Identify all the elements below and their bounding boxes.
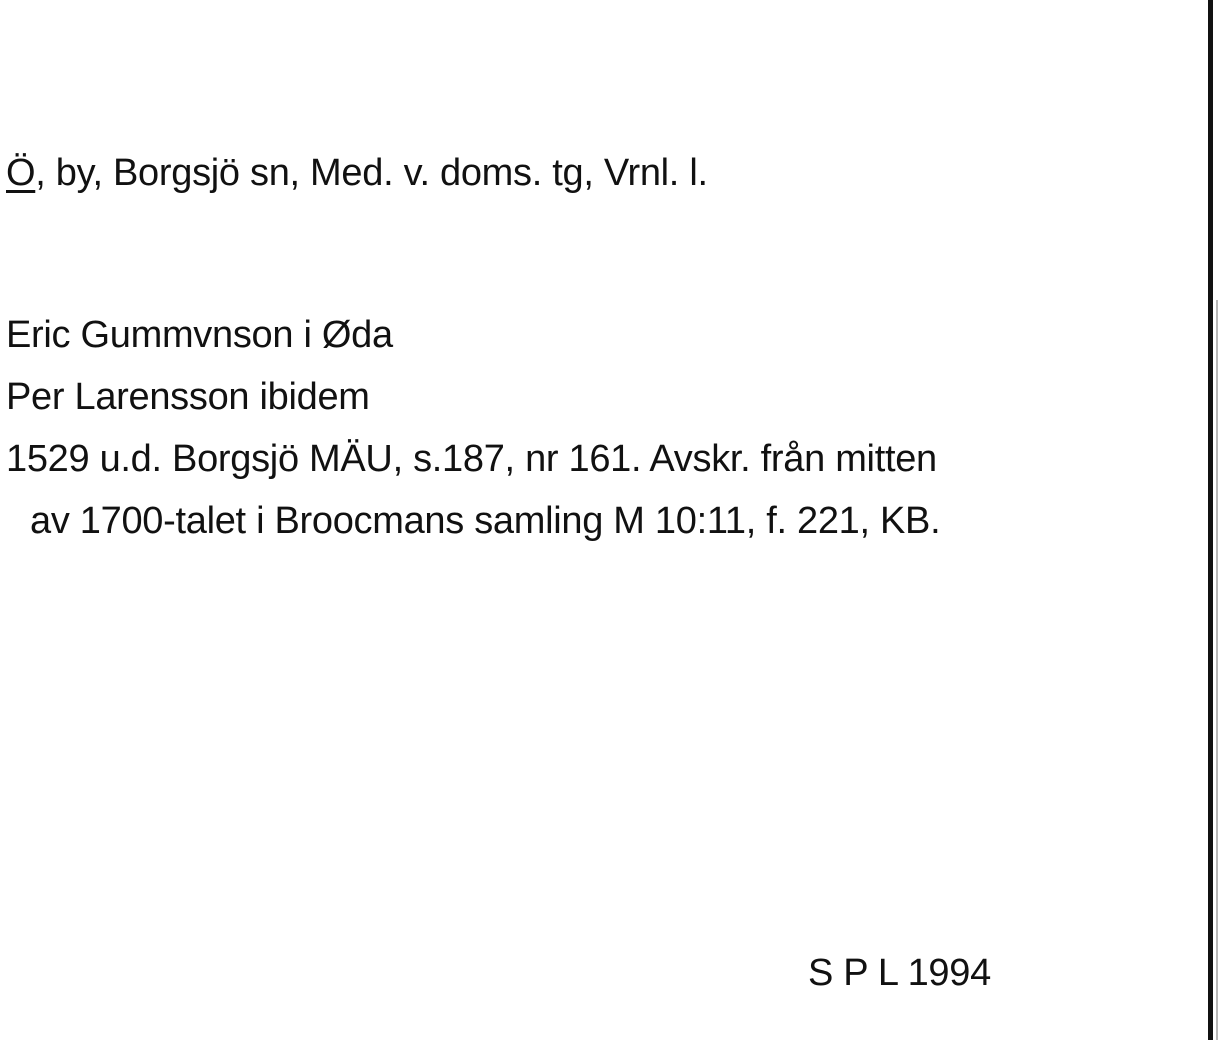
card-right-edge bbox=[1208, 0, 1213, 1040]
source-line-1: 1529 u.d. Borgsjö MÄU, s.187, nr 161. Avskr. från mitten bbox=[6, 438, 937, 480]
signature: S P L 1994 bbox=[808, 952, 991, 994]
heading-description: , by, Borgsjö sn, Med. v. doms. tg, Vrnl. l. bbox=[35, 152, 708, 194]
headword: Ö bbox=[6, 152, 36, 194]
person-line-2: Per Larensson ibidem bbox=[6, 376, 370, 418]
person-line-1: Eric Gummvnson i Øda bbox=[6, 314, 393, 356]
card-right-edge-shadow bbox=[1216, 300, 1218, 1040]
card-heading bbox=[6, 150, 708, 196]
source-line-2: av 1700-talet i Broocmans samling M 10:11, f. 221, KB. bbox=[30, 500, 941, 542]
